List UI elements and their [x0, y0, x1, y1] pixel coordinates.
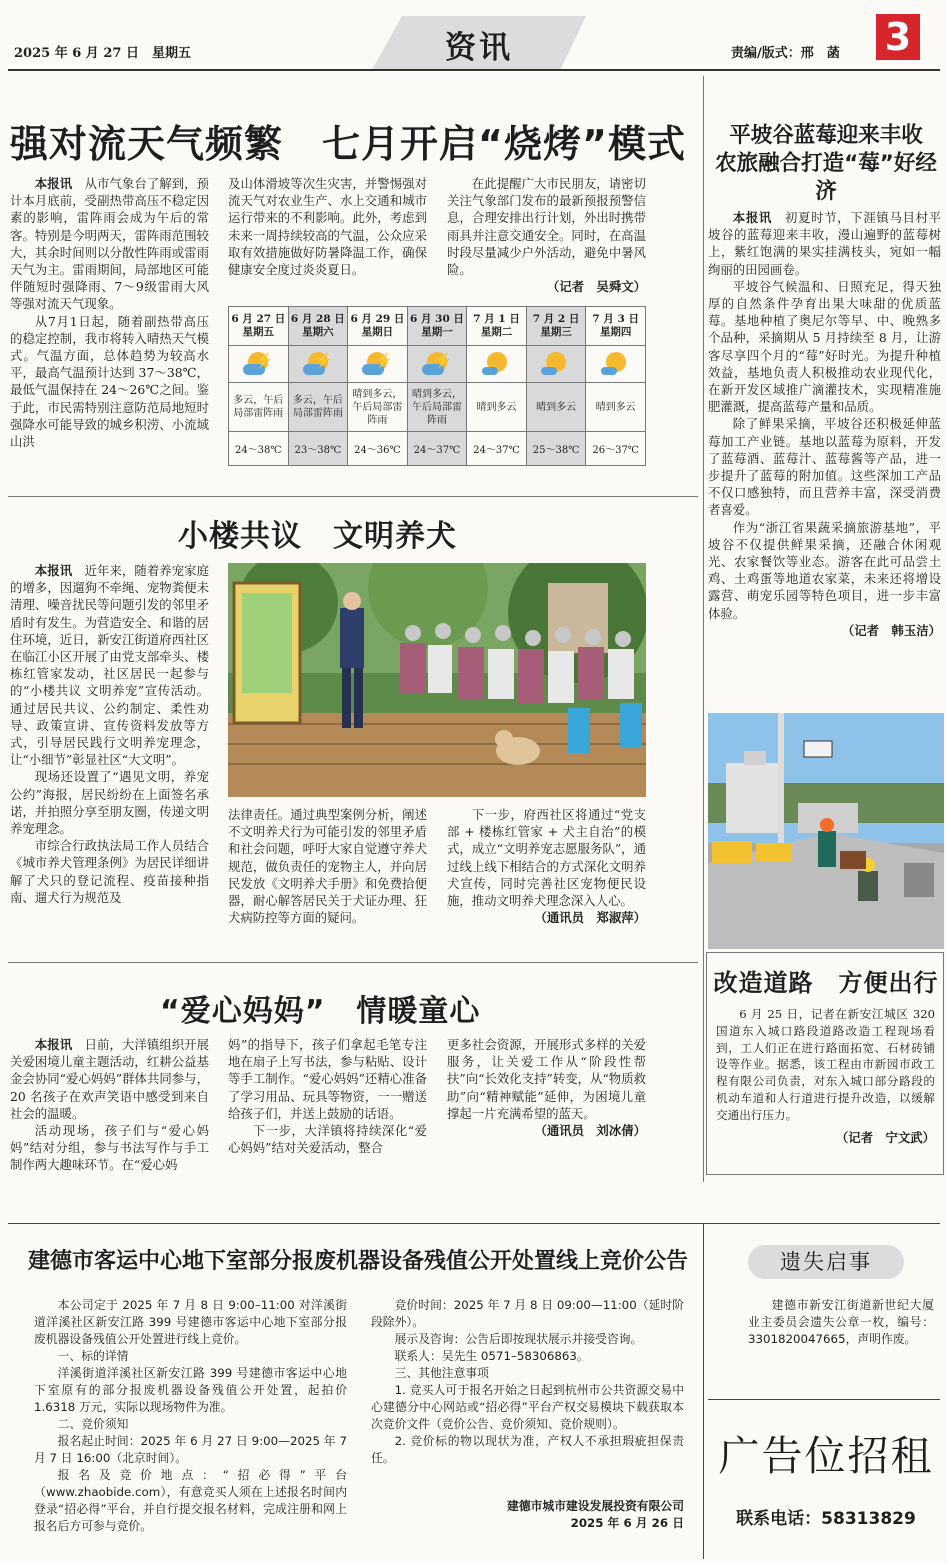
thunder-icon: ⚡: [422, 350, 452, 376]
article-weather-col3: [447, 175, 646, 295]
notice-signature: [371, 1498, 684, 1532]
dog-event-photo: [228, 563, 646, 797]
article-blueberry-body: [708, 209, 941, 639]
paragraph: 市综合行政执法局工作人员结合《城市养犬管理条例》为居民详细讲解了犬只的登记流程、疫苗接种指南、遛犬行为规范及: [10, 838, 209, 905]
forecast-day-header: [407, 307, 467, 346]
forecast-weekday: 星期三: [540, 326, 572, 338]
paragraph: 下一步，府西社区将通过“党支部 + 楼栋红管家 + 犬主自治”的模式，成立“文明养宠志愿服务队”，通过线上线下相结合的方式深化文明养犬宣传，同时完善社区宠物便民设施，推动文明养犬理念深入人心。: [447, 807, 646, 909]
paragraph: 及山体滑坡等次生灾害，并警惕强对流天气对农业生产、水上交通和城市运行带来的不利影响。此外，考虑到未来一周持续较高的气温，公众应采取有效措施做好防暑降温工作，确保健康安全度过炎炎夏日。: [228, 176, 427, 278]
forecast-temp: 25～38℃: [526, 432, 586, 466]
editor-credit: 责编/版式：邢 菡: [731, 46, 840, 61]
forecast-temp: 24～38℃: [229, 432, 289, 466]
notice-paragraph: 报名起止时间：2025 年 6 月 27 日 9:00—2025 年 7 月 7 日 16:00（北京时间）。: [34, 1434, 347, 1465]
page-number: 3: [876, 14, 920, 60]
forecast-day-header: [348, 307, 408, 346]
paragraph: 法律责任。通过典型案例分析，阐述不文明养犬行为可能引发的邻里矛盾和社会问题，呼吁大家自觉遵守养犬规范，做负责任的宠物主人，并向居民发放《文明养犬手册》和免费拾便器，耐心解答居民关于犬证办理、狂犬病防控等方面的疑问。: [228, 807, 427, 926]
paragraph: 初夏时节，下涯镇马目村平坡谷的蓝莓迎来丰收，漫山遍野的蓝莓树上，紫红饱满的果实挂满枝头，宛如一幅绚丽的田园画卷。: [708, 210, 942, 277]
paragraph: 近年来，随着养宠家庭的增多，因遛狗不牵绳、宠物粪便未清理、噪音扰民等问题引发的邻里矛盾时有发生。为营造安全、和谐的居住环境，近日，新安江街道府西社区在临江小区开展了由党支部牵头、楼栋红管家发动，社区居民一起参与的“小楼共议 文明养宠”宣传活动。通过居民共议、公约制定、柔性劝导、政策宣讲、宣传资料发放等方式，引导居民践行文明养宠理念，让“小细节”彰显社区“大文明”。: [10, 563, 210, 768]
article-dog-col1: [10, 562, 209, 906]
road-box-frame: [706, 952, 944, 1175]
paragraph: 更多社会资源，开展形式多样的关爱服务，让关爱工作从“阶段性帮扶”向“长效化支持”转变，从“物质救助”向“精神赋能”延伸，为困境儿童撑起一片充满希望的蓝天。: [447, 1037, 646, 1121]
divider: [8, 962, 698, 963]
lead-label: 本报讯: [34, 176, 73, 191]
forecast-date: 6 月 27 日: [231, 313, 286, 325]
lead-label: 本报讯: [34, 1037, 73, 1052]
article-weather-col1: [10, 175, 209, 450]
paragraph: 平坡谷气候温和、日照充足，得天独厚的自然条件孕育出果大味甜的优质蓝莓。基地种植了奥尼尔等早、中、晚熟多个品种，采摘期从 5 月持续至 8 月，让游客尽享四个月的“莓”好时光。为提升种植效益，基地负责人积极推动农业现代化，在新开发区域推广滴灌技术，实现精准施肥灌溉，提高蓝莓产量和品质。: [708, 278, 941, 415]
byline: （通讯员 刘冰倩）: [534, 1123, 646, 1139]
article-weather-headline: 强对流天气频繁 七月开启“烧烤”模式: [10, 122, 686, 166]
notice-paragraph: 三、其他注意事项: [394, 1366, 489, 1380]
thunder-icon: ⚡: [362, 350, 392, 376]
forecast-icon-cell: [407, 346, 467, 383]
forecast-weekday: 星期一: [421, 326, 453, 338]
divider: [8, 496, 698, 497]
article-dog-headline: 小楼共议 文明养犬: [178, 519, 457, 554]
forecast-temp: 23～38℃: [288, 432, 348, 466]
sun-cloud-icon: [541, 350, 571, 376]
forecast-icon-cell: [586, 346, 646, 383]
ad-phone-label: 联系电话：: [736, 1509, 822, 1529]
weather-forecast-table: [228, 306, 646, 466]
forecast-desc: 多云，午后局部雷阵雨: [288, 383, 348, 432]
forecast-icon-cell: [467, 346, 527, 383]
article-dog-col3: [447, 806, 646, 926]
sun-cloud-icon: [482, 350, 512, 376]
forecast-date: 7 月 1 日: [473, 313, 520, 325]
lost-notice-body: [748, 1297, 934, 1348]
road-construction-photo: [708, 713, 944, 949]
forecast-date: 6 月 30 日: [410, 313, 464, 325]
notice-paragraph: 本公司定于 2025 年 7 月 8 日 9:00–11:00 对洋溪街道洋溪社区新安江路 399 号建德市客运中心地下室部分报废机器设备残值公开处置进行线上竞价。: [34, 1298, 347, 1346]
notice-col1: [34, 1297, 347, 1535]
forecast-day-header: [288, 307, 348, 346]
thunder-icon: ⚡: [243, 350, 273, 376]
ad-contact: [708, 1504, 944, 1529]
lead-label: 本报讯: [732, 210, 772, 225]
forecast-day-header: [526, 307, 586, 346]
paragraph: 作为“浙江省果蔬采摘旅游基地”，平坡谷不仅提供鲜果采摘，还融合休闲观光、农家餐饮等业态。游客在此可品尝土鸡、土鸡蛋等地道农家菜，未来还将增设露营、萌宠乐园等特色项目，进一步丰富体验。: [708, 519, 941, 621]
thunder-icon: ⚡: [303, 350, 333, 376]
forecast-desc: 晴到多云: [467, 383, 527, 432]
paragraph: 妈”的指导下，孩子们拿起毛笔专注地在扇子上写书法，参与粘贴、设计等手工制作。“爱心妈妈”还精心准备了学习用品、玩具等物资，一一赠送给孩子们，并送上鼓励的话语。: [228, 1037, 427, 1121]
forecast-temp: 24～37℃: [467, 432, 527, 466]
forecast-icon-cell: [526, 346, 586, 383]
column-divider: [703, 1223, 704, 1559]
byline: （记者 宁文武）: [835, 1129, 935, 1145]
paragraph: 建德市新安江街道新世纪大厦业主委员会遗失公章一枚，编号：3301820047665，声明作废。: [748, 1298, 934, 1346]
headline-line: 农旅融合打造“莓”好经济: [715, 151, 937, 204]
paragraph: 日前，大洋镇组织开展关爱困境儿童主题活动，红耕公益基金会协同“爱心妈妈”群体共同参与，20 名孩子在欢声笑语中感受到来自社会的温暖。: [10, 1037, 210, 1121]
forecast-weekday: 星期四: [599, 326, 632, 338]
forecast-day-header: [229, 307, 289, 346]
forecast-date: 7 月 3 日: [592, 313, 639, 325]
headline-line: 平坡谷蓝莓迎来丰收: [729, 123, 923, 148]
article-loving-mom-col3: [447, 1036, 646, 1139]
header-rule: [8, 69, 940, 71]
forecast-day-header: [467, 307, 527, 346]
notice-paragraph: 展示及咨询：公告后即按现状展示并接受咨询。: [394, 1332, 643, 1346]
paragraph: 在此提醒广大市民朋友，请密切关注气象部门发布的最新预报预警信息，合理安排出行计划，外出时携带雨具并注意交通安全。同时，在高温时段尽量减少户外活动，避免中暑风险。: [447, 176, 646, 278]
ad-phone: 58313829: [821, 1509, 916, 1529]
forecast-date: 7 月 2 日: [532, 313, 580, 325]
forecast-temp: 24～36℃: [348, 432, 408, 466]
notice-title: 建德市客运中心地下室部分报废机器设备残值公开处置线上竞价公告: [27, 1249, 688, 1274]
forecast-weekday: 星期五: [242, 326, 275, 338]
notice-issuer: 建德市城市建设发展投资有限公司: [507, 1499, 684, 1513]
paragraph: 从7月1日起，随着副热带高压的稳定控制，我市将转入晴热天气模式。气温方面，总体趋势为较高水平，最高气温预计达到 37～38℃，最低气温保持在 24～26℃之间。鉴于此，市民需特别注意防范局地短时强降水可能导致的城乡积涝、小流域山洪: [10, 313, 209, 450]
forecast-desc: 晴到多云，午后局部雷阵雨: [348, 383, 408, 432]
ad-space-title: 广告位招租: [718, 1432, 934, 1480]
paragraph: 下一步，大洋镇将持续深化“爱心妈妈”结对关爱活动，整合: [228, 1123, 427, 1156]
byline: （记者 韩玉洁）: [841, 622, 941, 638]
article-loving-mom-col1: [10, 1036, 209, 1174]
forecast-temp: 26～37℃: [586, 432, 646, 466]
notice-col2: [371, 1297, 684, 1467]
lost-notice-title: 遗失启事: [748, 1245, 904, 1279]
notice-paragraph: 一、标的详情: [57, 1349, 129, 1363]
byline: （记者 吴舜文）: [546, 279, 646, 295]
forecast-desc: 多云，午后局部雷阵雨: [229, 383, 289, 432]
notice-paragraph: 2. 竞价标的物以现状为准，产权人不承担瑕疵担保责任。: [371, 1434, 684, 1465]
forecast-desc: 晴到多云: [526, 383, 586, 432]
notice-paragraph: 竞价时间：2025 年 7 月 8 日 09:00—11:00（延时阶段除外）。: [371, 1298, 684, 1329]
article-loving-mom-col2: [228, 1036, 427, 1156]
forecast-desc: 晴到多云: [586, 383, 646, 432]
bottom-rule: [8, 1223, 940, 1224]
article-dog-col2: [228, 806, 427, 926]
article-loving-mom-headline: “爱心妈妈” 情暖童心: [160, 994, 481, 1029]
notice-paragraph: 报名及竞价地点：“招必得”平台（www.zhaobide.com），有意竞买人须在上述报名时间内登录“招必得”平台，并自行提交报名材料，完成注册和网上报名后方可参与竞价。: [34, 1468, 347, 1533]
divider: [708, 1399, 940, 1400]
paragraph: 现场还设置了“遇见文明，养宠公约”海报，居民纷纷在上面签名承诺，并拍照分享至朋友圈，传递文明养宠理念。: [10, 769, 209, 837]
forecast-desc: 晴到多云，午后局部雷阵雨: [407, 383, 467, 432]
article-road-headline: 改造道路 方便出行: [713, 969, 939, 997]
article-blueberry-headline: [708, 122, 944, 206]
notice-date: 2025 年 6 月 26 日: [570, 1516, 684, 1530]
byline: （通讯员 郑淑萍）: [534, 910, 646, 926]
forecast-icon-cell: [229, 346, 289, 383]
forecast-date: 6 月 28 日: [290, 313, 345, 325]
forecast-date: 6 月 29 日: [350, 313, 405, 325]
column-divider: [703, 76, 704, 1182]
paragraph: 活动现场，孩子们与“爱心妈妈”结对分组，参与书法写作与手工制作两大趣味环节。在“爱心妈: [10, 1123, 209, 1173]
paragraph: 除了鲜果采摘，平坡谷还积极延伸蓝莓加工产业链。基地以蓝莓为原料，开发了蓝莓酒、蓝莓汁、蓝莓酱等产品，进一步提升了蓝莓的附加值。这些深加工产品不仅口感独特，而且营养丰富，深受消费者喜爱。: [708, 416, 941, 518]
forecast-weekday: 星期日: [361, 326, 394, 338]
paragraph: 6 月 25 日，记者在新安江城区 320 国道东入城口路段道路改造工程现场看到，工人们正在进行路面拓宽、石材砖铺设等作业。据悉，该工程由市新园市政工程有限公司负责，对东入城口部分路段的机动车道和人行道进行提升改造，以缓解交通出行压力。: [716, 1007, 935, 1122]
notice-paragraph: 二、竞价须知: [57, 1417, 129, 1431]
notice-paragraph: 1. 竞买人可于报名开始之日起到杭州市公共资源交易中心建德分中心网站或“招必得”平台产权交易模块下载获取本次竞价文件（竞价公告、竞价须知、竞价规则）。: [371, 1383, 684, 1431]
notice-paragraph: 联系人：吴先生 0571–58306863。: [394, 1349, 589, 1363]
forecast-weekday: 星期二: [480, 326, 513, 338]
forecast-temp: 24～37℃: [407, 432, 467, 466]
article-weather-col2: [228, 175, 427, 278]
lead-label: 本报讯: [34, 563, 73, 578]
forecast-day-header: [586, 307, 646, 346]
paragraph: 从市气象台了解到，预计本月底前，受副热带高压不稳定因素的影响，雷阵雨会成为午后的常客。特别是今明两天，雷阵雨范围较大，其余时间则以分散性阵雨或雷雨天气为主。雷雨期间，局部地区可能伴随短时强降雨、7～9级雷雨大风等强对流天气现象。: [10, 176, 210, 312]
notice-paragraph: 洋溪街道洋溪社区新安江路 399 号建德市客运中心地下室原有的部分报废机器设备残值公开处置，起拍价 1.6318 万元，实际以现场物件为准。: [34, 1366, 347, 1414]
issue-date: 2025 年 6 月 27 日 星期五: [14, 46, 191, 61]
forecast-weekday: 星期六: [302, 326, 334, 338]
section-title: 资讯: [445, 30, 513, 66]
forecast-icon-cell: [288, 346, 348, 383]
forecast-icon-cell: [348, 346, 408, 383]
sun-cloud-icon: [601, 350, 631, 376]
